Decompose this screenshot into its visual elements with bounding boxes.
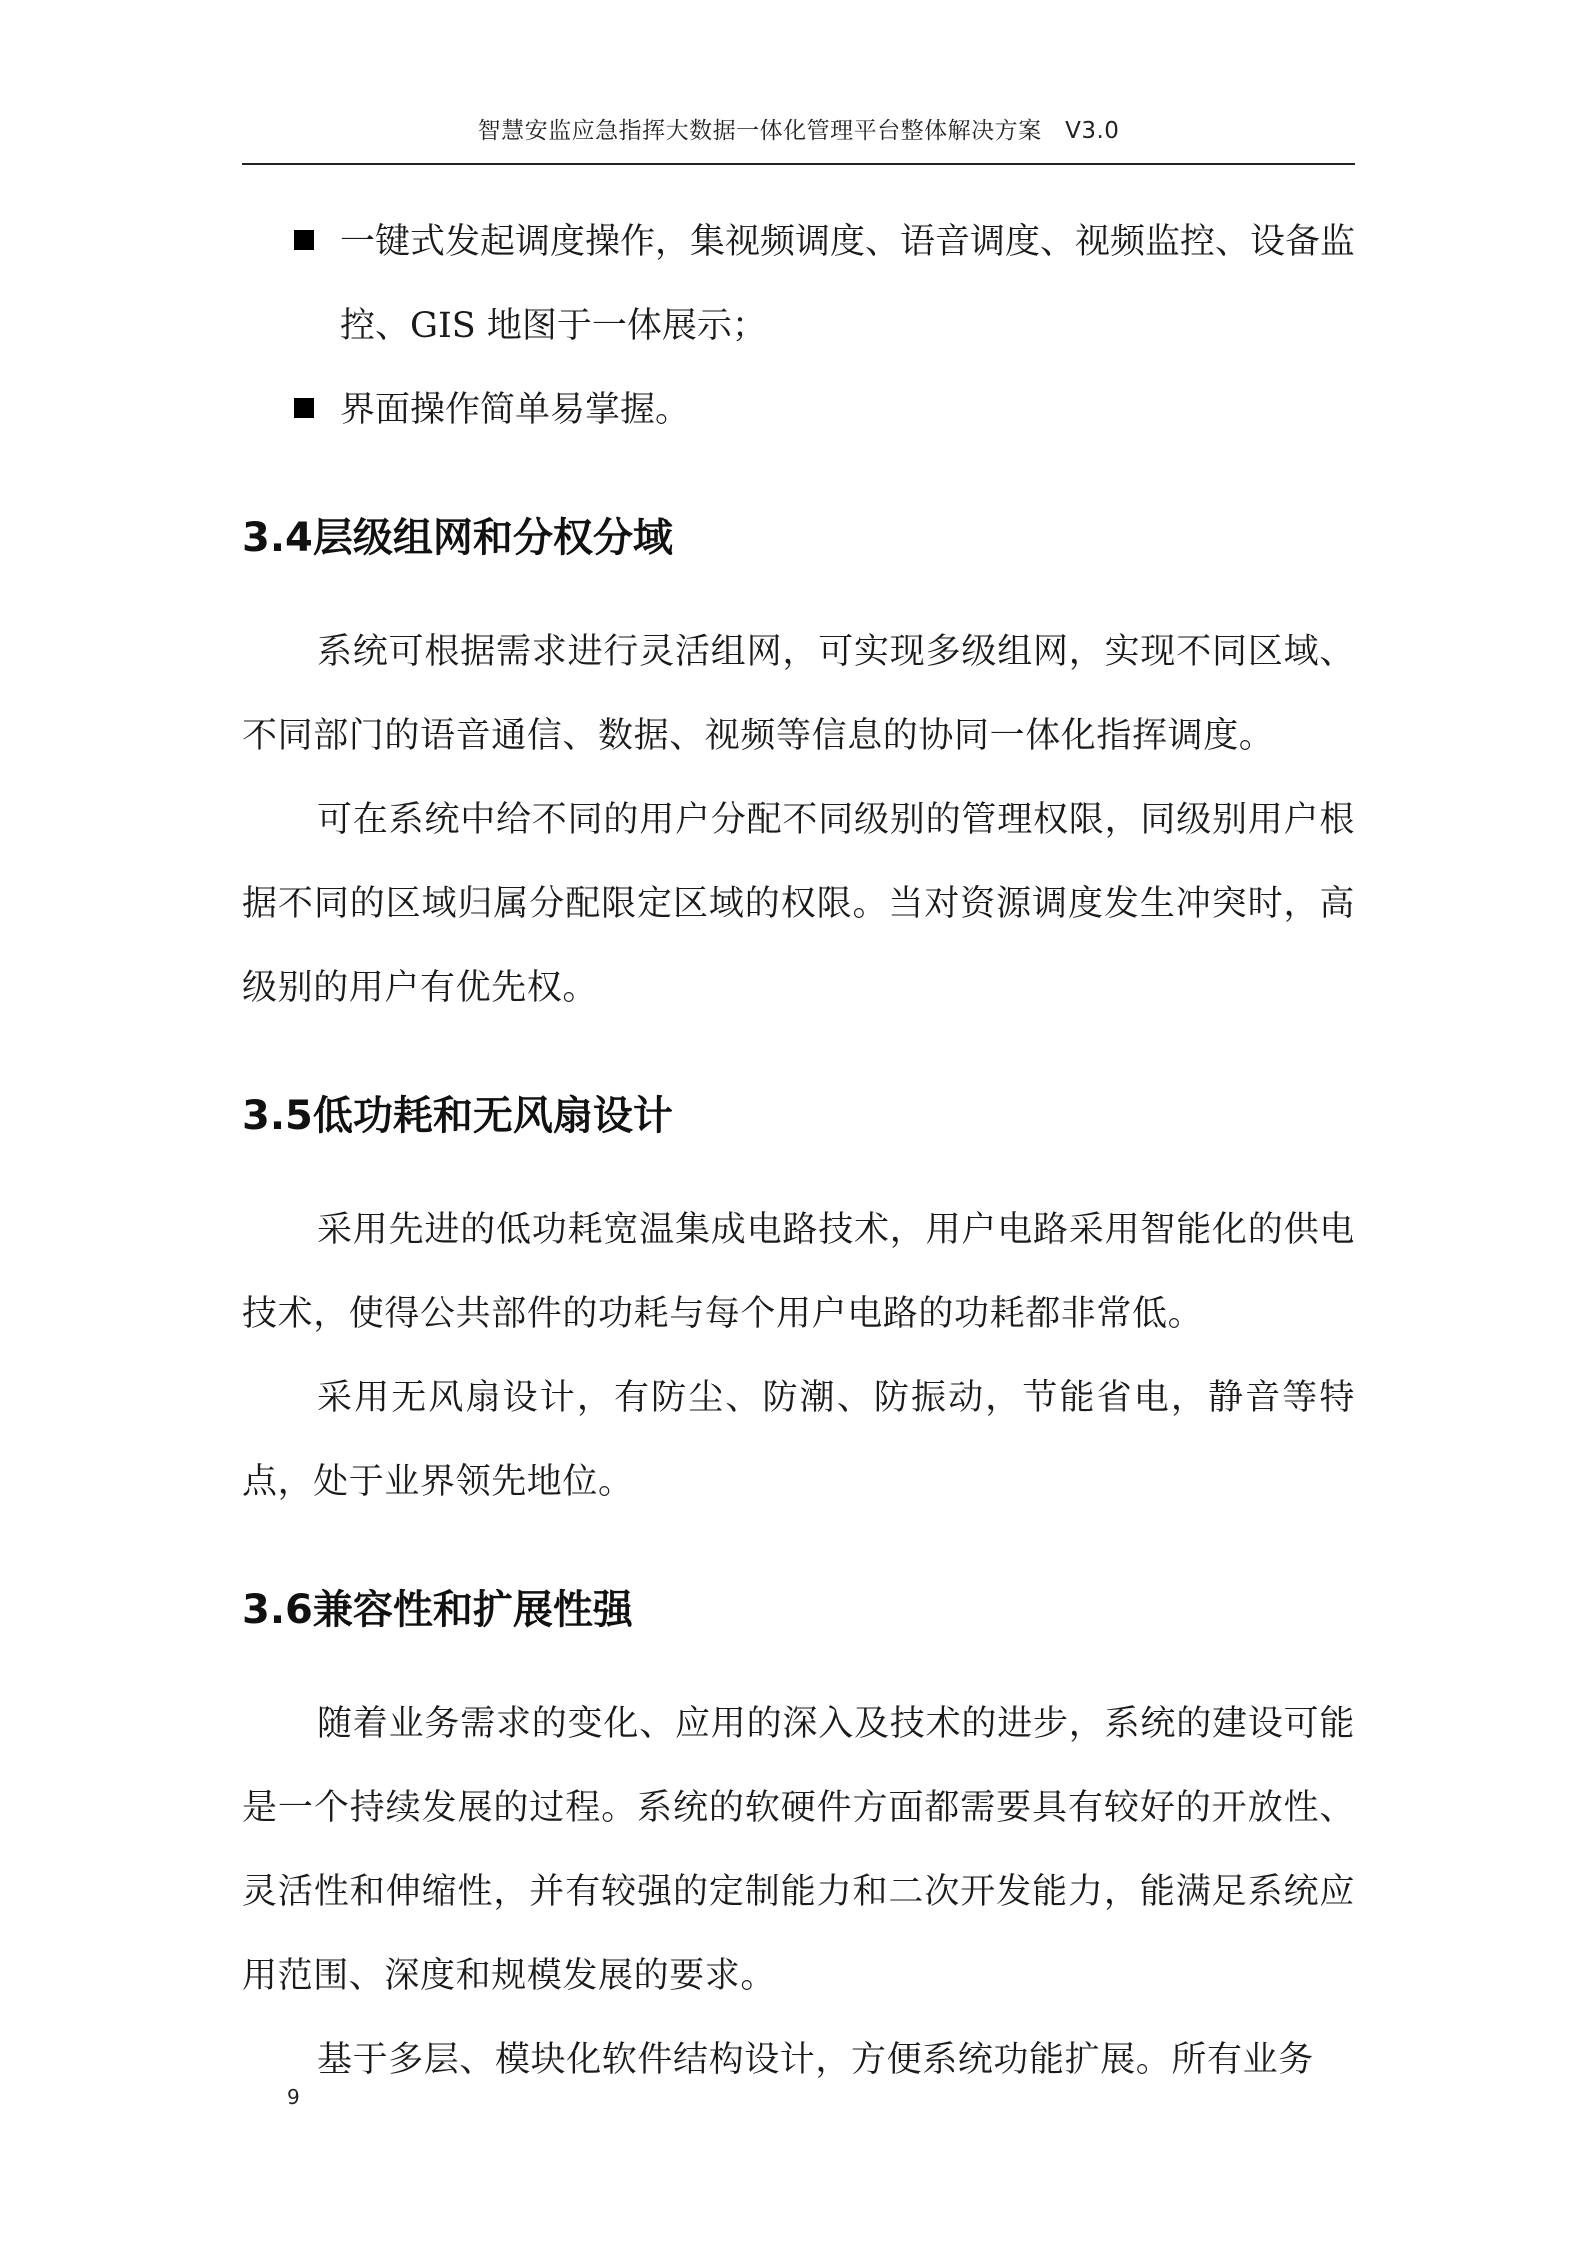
page-header: 智慧安监应急指挥大数据一体化管理平台整体解决方案 V3.0 [477, 118, 1120, 144]
section-heading: 3.6兼容性和扩展性强 [242, 1587, 633, 1633]
bullet-item [242, 368, 1355, 452]
paragraph: 系统可根据需求进行灵活组网，可实现多级组网，实现不同区域、不同部门的语音通信、数据、视频等信息的协同一体化指挥调度。 [242, 632, 1355, 756]
header-divider [242, 163, 1355, 165]
square-bullet-icon [294, 398, 314, 418]
bullet-text: 界面操作简单易掌握。 [340, 390, 691, 430]
section-heading: 3.4层级组网和分权分域 [242, 515, 673, 561]
bullet-item [242, 200, 1355, 368]
bullet-text: 一键式发起调度操作，集视频调度、语音调度、视频监控、设备监控、GIS 地图于一体展示； [340, 222, 1356, 346]
square-bullet-icon [294, 230, 314, 250]
section-heading: 3.5低功耗和无风扇设计 [242, 1093, 673, 1139]
paragraph: 采用先进的低功耗宽温集成电路技术，用户电路采用智能化的供电技术，使得公共部件的功耗与每个用户电路的功耗都非常低。 [242, 1210, 1355, 1334]
paragraph: 基于多层、模块化软件结构设计，方便系统功能扩展。所有业务 [317, 2040, 1314, 2080]
paragraph: 随着业务需求的变化、应用的深入及技术的进步，系统的建设可能是一个持续发展的过程。系统的软硬件方面都需要具有较好的开放性、灵活性和伸缩性，并有较强的定制能力和二次开发能力，能满足系统应用范围、深度和规模发展的要求。 [242, 1704, 1355, 1996]
document-body [242, 200, 1355, 2102]
page-number: 9 [287, 2085, 300, 2109]
paragraph: 采用无风扇设计，有防尘、防潮、防振动，节能省电，静音等特点，处于业界领先地位。 [242, 1378, 1355, 1502]
paragraph: 可在系统中给不同的用户分配不同级别的管理权限，同级别用户根据不同的区域归属分配限定区域的权限。当对资源调度发生冲突时，高级别的用户有优先权。 [242, 800, 1355, 1008]
